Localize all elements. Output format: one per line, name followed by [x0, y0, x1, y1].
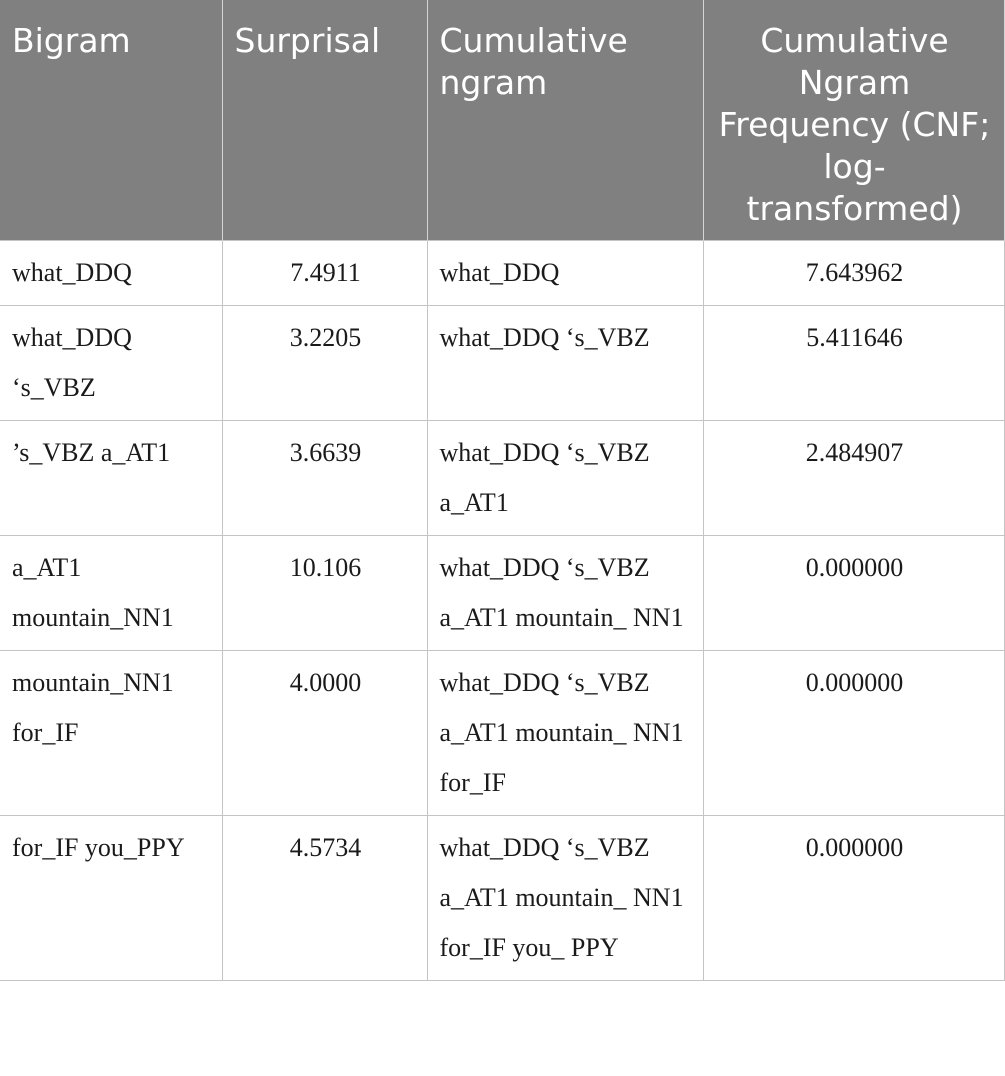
cell-surprisal: 3.6639 — [222, 421, 427, 536]
cell-cnf: 5.411646 — [703, 306, 1004, 421]
cell-bigram: what_DDQ ‘s_VBZ — [0, 306, 222, 421]
table-header — [0, 0, 1004, 241]
cell-bigram: mountain_NN1 for_IF — [0, 651, 222, 816]
cell-bigram: what_DDQ — [0, 241, 222, 306]
cell-cumulative-ngram: what_DDQ — [427, 241, 703, 306]
table-row — [0, 241, 1004, 306]
table-row — [0, 536, 1004, 651]
cell-surprisal: 4.5734 — [222, 816, 427, 981]
cell-cumulative-ngram: what_DDQ ‘s_VBZ a_AT1 — [427, 421, 703, 536]
table-row — [0, 816, 1004, 981]
cell-cnf: 7.643962 — [703, 241, 1004, 306]
cell-surprisal: 10.106 — [222, 536, 427, 651]
table-row — [0, 651, 1004, 816]
table-row — [0, 421, 1004, 536]
header-row — [0, 0, 1004, 241]
header-cumulative-ngram: Cumulative ngram — [427, 0, 703, 241]
cell-cumulative-ngram: what_DDQ ‘s_VBZ — [427, 306, 703, 421]
cell-surprisal: 3.2205 — [222, 306, 427, 421]
cell-bigram: for_IF you_PPY — [0, 816, 222, 981]
table-body — [0, 241, 1004, 981]
cell-surprisal: 7.4911 — [222, 241, 427, 306]
cell-cnf: 0.000000 — [703, 651, 1004, 816]
cell-cumulative-ngram: what_DDQ ‘s_VBZ a_AT1 mountain_ NN1 for_IF you_ PPY — [427, 816, 703, 981]
cell-cumulative-ngram: what_DDQ ‘s_VBZ a_AT1 mountain_ NN1 for_IF — [427, 651, 703, 816]
cell-cnf: 2.484907 — [703, 421, 1004, 536]
cell-bigram: ’s_VBZ a_AT1 — [0, 421, 222, 536]
cell-cnf: 0.000000 — [703, 816, 1004, 981]
cell-cumulative-ngram: what_DDQ ‘s_VBZ a_AT1 mountain_ NN1 — [427, 536, 703, 651]
header-bigram: Bigram — [0, 0, 222, 241]
header-surprisal: Surprisal — [222, 0, 427, 241]
cell-cnf: 0.000000 — [703, 536, 1004, 651]
cell-surprisal: 4.0000 — [222, 651, 427, 816]
table-row — [0, 306, 1004, 421]
header-cnf: Cumulative Ngram Frequency (CNF; log-transformed) — [703, 0, 1004, 241]
cell-bigram: a_AT1 mountain_NN1 — [0, 536, 222, 651]
